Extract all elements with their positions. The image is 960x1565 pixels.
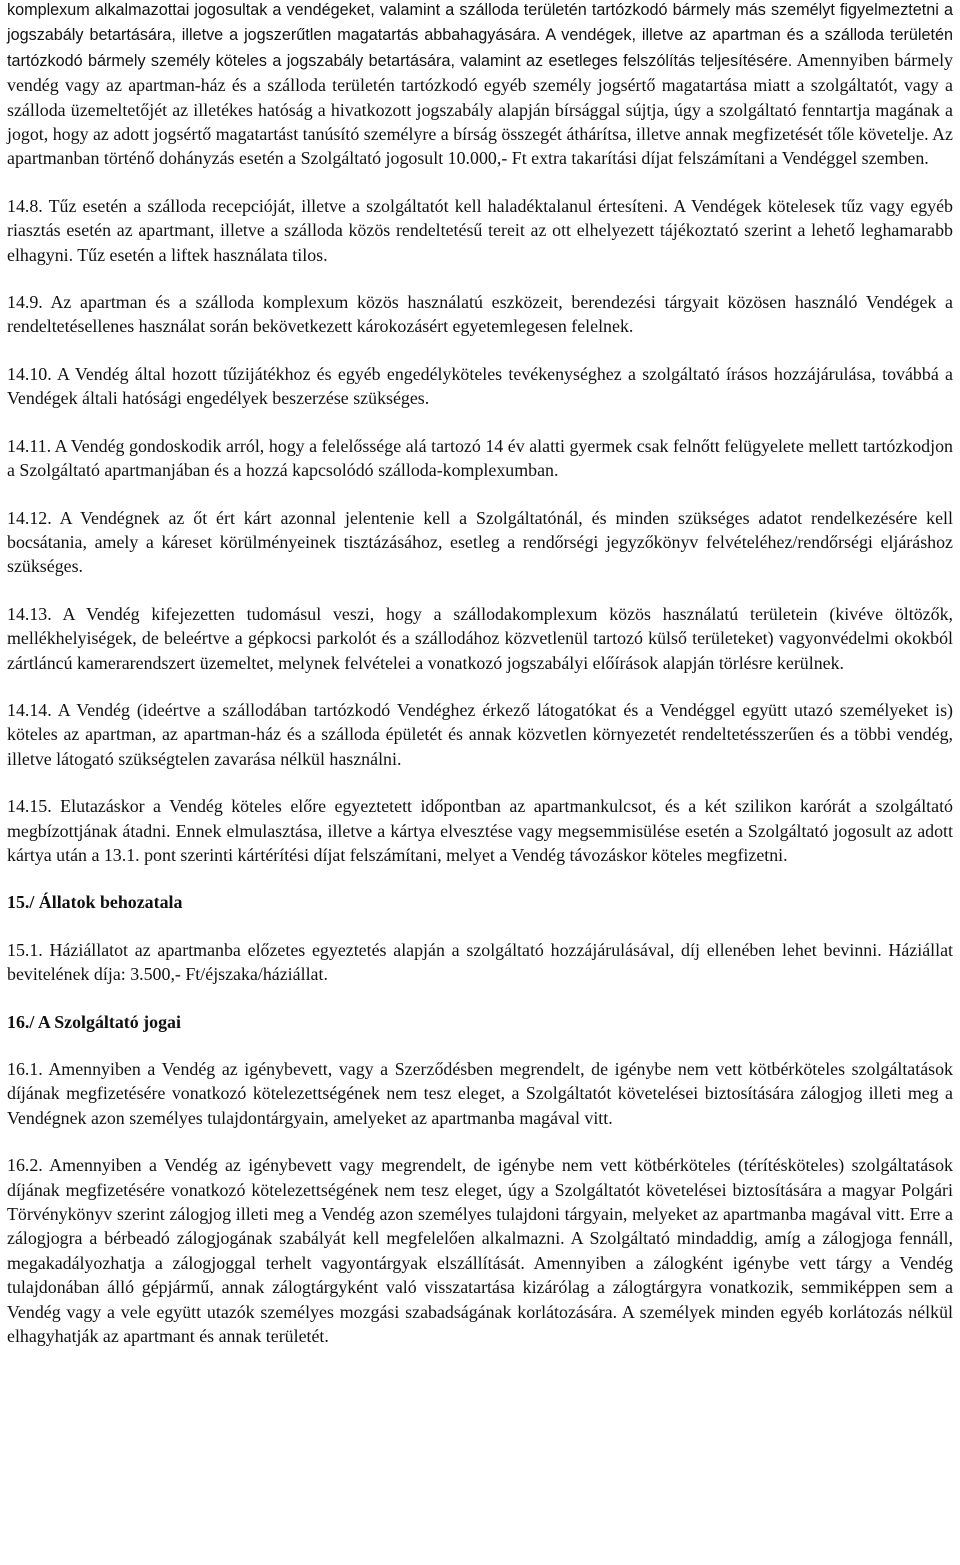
paragraph-14-7-sans-part: komplexum alkalmazottai jogosultak a vendégeket, valamint a szálloda területén tartózkodó bármely más személyt figyelmeztetni a jogszabály betartására, illetve a jogszerűtlen magatartás abbahagyására. A vendégek, illetve az apartman és a szálloda területén tartózkodó bármely személy köteles a jogszabály betartására, valamint az esetleges felszólítás teljesítésére.	[7, 1, 953, 70]
document-page	[7, 0, 953, 1348]
paragraph-14-7-continued	[7, 0, 953, 171]
paragraph-14-11: 14.11. A Vendég gondoskodik arról, hogy a felelőssége alá tartozó 14 év alatti gyermek csak felnőtt felügyelete mellett tartózkodjon a Szolgáltató apartmanjában és a hozzá kapcsolódó szálloda-komplexumban.	[7, 435, 953, 481]
paragraph-16-2: 16.2. Amennyiben a Vendég az igénybevett vagy megrendelt, de igénybe nem vett kötbérköteles (térítésköteles) szolgáltatások díjának megfizetésére vonatkozó kötelezettségének nem tesz eleget, úgy a Szolgáltatót követelései biztosítására a magyar Polgári Törvénykönyv szerint zálogjog illeti meg a Vendég azon személyes tulajdoni tárgyain, melyeket az apartmanba magával vitt. Erre a zálogjogra a bérbeadó zálogjogának szabályát kell megfelelően alkalmazni. A Szolgáltató mindaddig, amíg a zálogjoga fennáll, megakadályozhatja a zálogjoggal terhelt vagyontárgyak elszállítását. Amennyiben a zálogként igénybe vett tárgy a Vendég tulajdonában álló gépjármű, annak zálogtárgyként való visszatartása kizárólag a zálogtárgyra vonatkozik, semmiképpen sem a Vendég vagy a vele együtt utazók személyes mozgási szabadságának korlátozására. A személyek minden egyéb korlátozás nélkül elhagyhatják az apartmant és annak területét.	[7, 1155, 953, 1347]
paragraph-14-10: 14.10. A Vendég által hozott tűzijátékhoz és egyéb engedélyköteles tevékenységhez a szolgáltató írásos hozzájárulása, továbbá a Vendégek általi hatósági engedélyek beszerzése szükséges.	[7, 363, 953, 409]
paragraph-14-15: 14.15. Elutazáskor a Vendég köteles előre egyeztetett időpontban az apartmankulcsot, és a két szilikon karórát a szolgáltató megbízottjának átadni. Ennek elmulasztása, illetve a kártya elvesztése vagy megsemmisülése esetén a Szolgáltató jogosult az adott kártya után a 13.1. pont szerinti kártérítési díjat felszámítani, melyet a Vendég távozáskor köteles megfizetni.	[7, 796, 953, 865]
paragraph-15-1: 15.1. Háziállatot az apartmanba előzetes egyeztetés alapján a szolgáltató hozzájárulásával, díj ellenében lehet bevinni. Háziállat bevitelének díja: 3.500,- Ft/éjszaka/háziállat.	[7, 939, 953, 985]
section-heading-16: 16./ A Szolgáltató jogai	[7, 1011, 181, 1032]
paragraph-14-14: 14.14. A Vendég (ideértve a szállodában tartózkodó Vendéghez érkező látogatókat és a Vendéggel együtt utazó személyeket is) köteles az apartman, az apartman-ház és a szálloda épületét és annak közvetlen környezetét rendeltetésszerűen és a többi vendég, illetve látogató szükségtelen zavarása nélkül használni.	[7, 699, 953, 769]
paragraph-16-1: 16.1. Amennyiben a Vendég az igénybevett, vagy a Szerződésben megrendelt, de igénybe nem vett kötbérköteles szolgáltatások díjának megfizetésére vonatkozó kötelezettségének nem tesz eleget, a Szolgáltatót követelései biztosítására zálogjog illeti meg a Vendégnek azon személyes tulajdontárgyain, amelyeket az apartmanba magával vitt.	[7, 1059, 953, 1128]
paragraph-14-7-serif-part: Amennyiben bármely vendég vagy az apartman-ház és a szálloda területén tartózkodó egyéb személy jogsértő magatartása miatt a szolgáltatót, vagy a szálloda üzemeltetőjét az illetékes hatóság a hivatkozott jogszabály alapján bírsággal sújtja, úgy a szolgáltató fenntartja magának a jogot, hogy az adott jogsértő magatartást tanúsító személyre a bírság összegét áthárítsa, illetve annak megfizetését tőle követelje. Az apartmanban történő dohányzás esetén a Szolgáltató jogosult 10.000,- Ft extra takarítási díjat felszámítani a Vendéggel szemben.	[7, 49, 953, 169]
paragraph-14-13: 14.13. A Vendég kifejezetten tudomásul veszi, hogy a szállodakomplexum közös használatú területein (kivéve öltözők, mellékhelyiségek, de beleértve a gépkocsi parkolót és a szállodához közvetlenül tartozó külső területeket) vagyonvédelmi okokból zártláncú kamerarendszert üzemeltet, melynek felvételei a vonatkozó jogszabályi előírások alapján törlésre kerülnek.	[7, 603, 953, 673]
paragraph-14-8: 14.8. Tűz esetén a szálloda recepcióját, illetve a szolgáltatót kell haladéktalanul értesíteni. A Vendégek kötelesek tűz vagy egyéb riasztás esetén az apartmant, illetve a szálloda közös rendeltetésű tereit az ott elhelyezett tájékoztató szerint a lehető leghamarabb elhagyni. Tűz esetén a liftek használata tilos.	[7, 195, 953, 265]
section-heading-15: 15./ Állatok behozatala	[7, 892, 183, 913]
paragraph-14-12: 14.12. A Vendégnek az őt ért kárt azonnal jelentenie kell a Szolgáltatónál, és minden szükséges adatot rendelkezésére kell bocsátania, amely a káreset körülményeinek tisztázásához, esetleg a rendőrségi jegyzőkönyv felvételéhez/rendőrségi eljáráshoz szükséges.	[7, 507, 953, 577]
paragraph-14-9: 14.9. Az apartman és a szálloda komplexum közös használatú eszközeit, berendezési tárgyait közösen használó Vendégek a rendeltetésellenes használat során bekövetkezett károkozásért egyetemlegesen felelnek.	[7, 292, 953, 337]
